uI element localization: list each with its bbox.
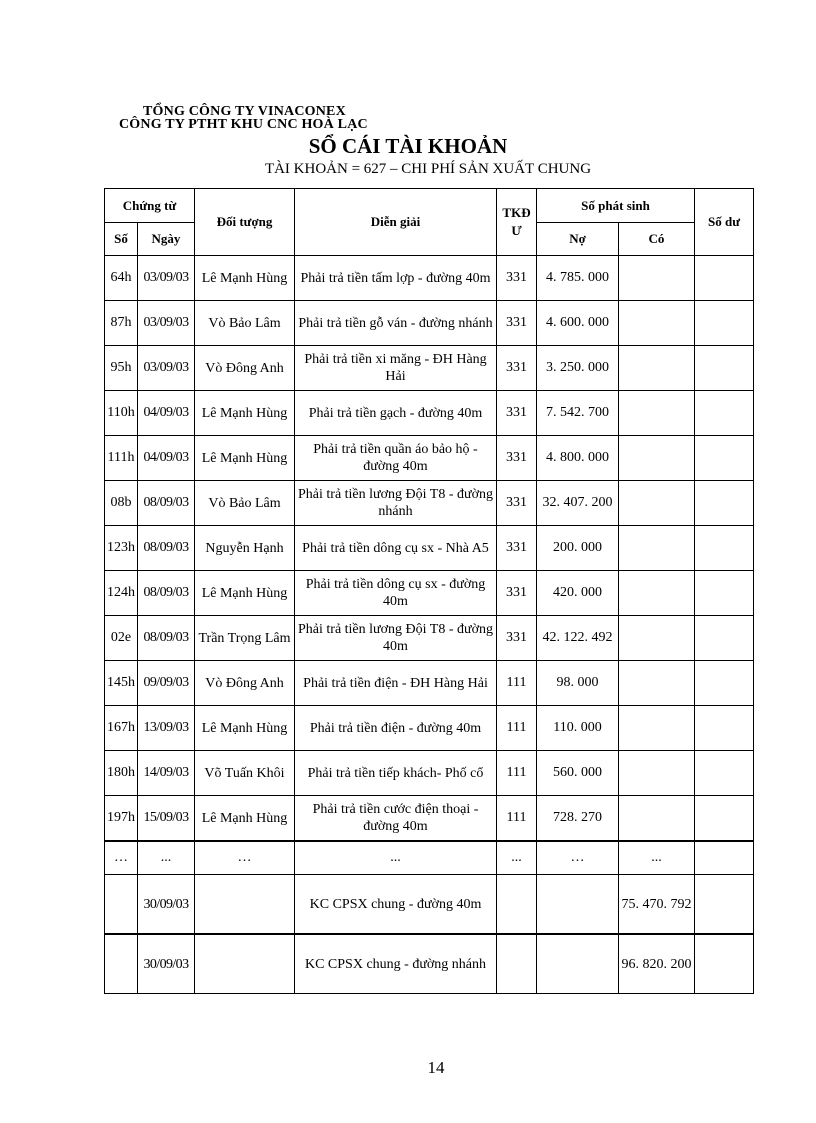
- cell-so: [105, 875, 138, 935]
- cell-doi-tuong: Lê Mạnh Hùng: [195, 436, 295, 481]
- cell-ngay: 08/09/03: [138, 526, 195, 571]
- header-tkdu: TKĐ Ư: [497, 189, 537, 256]
- cell-co: [619, 751, 695, 796]
- ellipsis-row: [105, 841, 754, 875]
- cell-co: [619, 526, 695, 571]
- table-row: [105, 571, 754, 616]
- ellipsis-cell: …: [105, 841, 138, 875]
- cell-no: 200. 000: [537, 526, 619, 571]
- cell-no: [537, 875, 619, 935]
- cell-no: 4. 800. 000: [537, 436, 619, 481]
- table-row: [105, 256, 754, 301]
- cell-doi-tuong: Lê Mạnh Hùng: [195, 391, 295, 436]
- header-no: Nợ: [537, 223, 619, 256]
- cell-so: 145h: [105, 661, 138, 706]
- ellipsis-cell: …: [195, 841, 295, 875]
- cell-so-du: [695, 301, 754, 346]
- cell-ngay: 03/09/03: [138, 256, 195, 301]
- cell-co: [619, 346, 695, 391]
- cell-ngay: 30/09/03: [138, 875, 195, 935]
- cell-so: 02e: [105, 616, 138, 661]
- cell-co: [619, 616, 695, 661]
- cell-dien-giai: Phải trả tiền quần áo bảo hộ - đường 40m: [295, 436, 497, 481]
- cell-so: 197h: [105, 796, 138, 842]
- cell-dien-giai: Phải trả tiền điện - đường 40m: [295, 706, 497, 751]
- cell-doi-tuong: Lê Mạnh Hùng: [195, 256, 295, 301]
- cell-no: 42. 122. 492: [537, 616, 619, 661]
- cell-dien-giai: Phải trả tiền điện - ĐH Hàng Hải: [295, 661, 497, 706]
- cell-no: 98. 000: [537, 661, 619, 706]
- ellipsis-cell: ...: [295, 841, 497, 875]
- cell-so: 123h: [105, 526, 138, 571]
- cell-dien-giai: KC CPSX chung - đường 40m: [295, 875, 497, 935]
- cell-no: [537, 934, 619, 994]
- cell-dien-giai: Phải trả tiền dông cụ sx - Nhà A5: [295, 526, 497, 571]
- cell-tkdu: 331: [497, 346, 537, 391]
- cell-dien-giai: KC CPSX chung - đường nhánh: [295, 934, 497, 994]
- total-row: [105, 875, 754, 935]
- table-row: [105, 796, 754, 842]
- cell-tkdu: [497, 875, 537, 935]
- cell-ngay: 13/09/03: [138, 706, 195, 751]
- cell-co: [619, 796, 695, 842]
- header-ngay: Ngày: [138, 223, 195, 256]
- cell-no: 3. 250. 000: [537, 346, 619, 391]
- table-row: [105, 616, 754, 661]
- cell-tkdu: 331: [497, 571, 537, 616]
- header-doi-tuong: Đối tượng: [195, 189, 295, 256]
- cell-tkdu: 111: [497, 751, 537, 796]
- ledger-table: [104, 188, 754, 994]
- company-name: CÔNG TY PTHT KHU CNC HOÀ LẠC: [119, 117, 368, 132]
- table-row: [105, 751, 754, 796]
- cell-dien-giai: Phải trả tiền cước điện thoại - đường 40m: [295, 796, 497, 842]
- cell-dien-giai: Phải trả tiền tiếp khách- Phố cổ: [295, 751, 497, 796]
- total-row: [105, 934, 754, 994]
- cell-no: 4. 600. 000: [537, 301, 619, 346]
- cell-co: [619, 391, 695, 436]
- cell-co: 75. 470. 792: [619, 875, 695, 935]
- table-row: [105, 391, 754, 436]
- cell-doi-tuong: Nguyễn Hạnh: [195, 526, 295, 571]
- cell-tkdu: 331: [497, 436, 537, 481]
- cell-tkdu: 111: [497, 661, 537, 706]
- header-chung-tu: Chứng từ: [105, 189, 195, 223]
- cell-so: 95h: [105, 346, 138, 391]
- cell-doi-tuong: Lê Mạnh Hùng: [195, 571, 295, 616]
- cell-so: 08b: [105, 481, 138, 526]
- ellipsis-cell: ...: [619, 841, 695, 875]
- cell-tkdu: 331: [497, 526, 537, 571]
- table-row: [105, 436, 754, 481]
- table-row: [105, 346, 754, 391]
- cell-so: 124h: [105, 571, 138, 616]
- cell-ngay: 30/09/03: [138, 934, 195, 994]
- cell-so-du: [695, 391, 754, 436]
- cell-tkdu: 111: [497, 796, 537, 842]
- cell-so-du: [695, 796, 754, 842]
- cell-tkdu: 331: [497, 256, 537, 301]
- cell-so: [105, 934, 138, 994]
- cell-ngay: 15/09/03: [138, 796, 195, 842]
- table-row: [105, 481, 754, 526]
- table-row: [105, 526, 754, 571]
- cell-so-du: [695, 841, 754, 875]
- cell-co: [619, 706, 695, 751]
- page-title: SỔ CÁI TÀI KHOẢN: [308, 134, 508, 158]
- cell-no: 7. 542. 700: [537, 391, 619, 436]
- ledger-body: [105, 256, 754, 994]
- table-row: [105, 661, 754, 706]
- page-number: 14: [427, 1058, 445, 1077]
- cell-no: 560. 000: [537, 751, 619, 796]
- cell-so: 87h: [105, 301, 138, 346]
- cell-co: [619, 481, 695, 526]
- cell-so-du: [695, 934, 754, 994]
- table-row: [105, 706, 754, 751]
- cell-doi-tuong: [195, 875, 295, 935]
- cell-tkdu: 111: [497, 706, 537, 751]
- cell-co: [619, 301, 695, 346]
- cell-so: 110h: [105, 391, 138, 436]
- cell-ngay: 04/09/03: [138, 391, 195, 436]
- cell-doi-tuong: Võ Tuấn Khôi: [195, 751, 295, 796]
- cell-doi-tuong: Lê Mạnh Hùng: [195, 706, 295, 751]
- ellipsis-cell: ...: [138, 841, 195, 875]
- cell-so-du: [695, 481, 754, 526]
- cell-so-du: [695, 436, 754, 481]
- page-subtitle: TÀI KHOẢN = 627 – CHI PHÍ SẢN XUẤT CHUNG: [264, 161, 592, 177]
- cell-no: 420. 000: [537, 571, 619, 616]
- cell-dien-giai: Phải trả tiền xi măng - ĐH Hàng Hải: [295, 346, 497, 391]
- cell-dien-giai: Phải trả tiền lương Đội T8 - đường nhánh: [295, 481, 497, 526]
- cell-ngay: 03/09/03: [138, 301, 195, 346]
- cell-tkdu: 331: [497, 616, 537, 661]
- cell-no: 110. 000: [537, 706, 619, 751]
- cell-doi-tuong: Vò Bảo Lâm: [195, 481, 295, 526]
- cell-ngay: 03/09/03: [138, 346, 195, 391]
- cell-tkdu: 331: [497, 301, 537, 346]
- header-so-du: Số dư: [695, 189, 754, 256]
- cell-ngay: 08/09/03: [138, 481, 195, 526]
- header-so-phat-sinh: Số phát sinh: [537, 189, 695, 223]
- cell-dien-giai: Phải trả tiền gạch - đường 40m: [295, 391, 497, 436]
- cell-co: [619, 571, 695, 616]
- ellipsis-cell: ...: [497, 841, 537, 875]
- cell-so-du: [695, 571, 754, 616]
- cell-no: 4. 785. 000: [537, 256, 619, 301]
- header-so: Số: [105, 223, 138, 256]
- ellipsis-cell: …: [537, 841, 619, 875]
- cell-dien-giai: Phải trả tiền dông cụ sx - đường 40m: [295, 571, 497, 616]
- cell-co: [619, 661, 695, 706]
- cell-tkdu: [497, 934, 537, 994]
- cell-doi-tuong: Vò Bảo Lâm: [195, 301, 295, 346]
- cell-dien-giai: Phải trả tiền tấm lợp - đường 40m: [295, 256, 497, 301]
- cell-ngay: 04/09/03: [138, 436, 195, 481]
- header-co: Có: [619, 223, 695, 256]
- company-parent-name: TỔNG CÔNG TY VINACONEX: [143, 104, 346, 119]
- cell-co: [619, 436, 695, 481]
- cell-co: 96. 820. 200: [619, 934, 695, 994]
- cell-doi-tuong: Vò Đông Anh: [195, 346, 295, 391]
- cell-doi-tuong: Vò Đông Anh: [195, 661, 295, 706]
- cell-so-du: [695, 616, 754, 661]
- cell-dien-giai: Phải trả tiền lương Đội T8 - đường 40m: [295, 616, 497, 661]
- cell-tkdu: 331: [497, 391, 537, 436]
- cell-doi-tuong: [195, 934, 295, 994]
- table-row: [105, 301, 754, 346]
- cell-so: 111h: [105, 436, 138, 481]
- cell-ngay: 08/09/03: [138, 616, 195, 661]
- cell-so-du: [695, 526, 754, 571]
- cell-so-du: [695, 875, 754, 935]
- cell-tkdu: 331: [497, 481, 537, 526]
- cell-so-du: [695, 661, 754, 706]
- cell-co: [619, 256, 695, 301]
- cell-no: 32. 407. 200: [537, 481, 619, 526]
- cell-so: 180h: [105, 751, 138, 796]
- cell-so: 64h: [105, 256, 138, 301]
- cell-ngay: 08/09/03: [138, 571, 195, 616]
- cell-so-du: [695, 346, 754, 391]
- cell-dien-giai: Phải trả tiền gỗ ván - đường nhánh: [295, 301, 497, 346]
- cell-so: 167h: [105, 706, 138, 751]
- cell-ngay: 14/09/03: [138, 751, 195, 796]
- cell-doi-tuong: Lê Mạnh Hùng: [195, 796, 295, 842]
- header-dien-giai: Diễn giải: [295, 189, 497, 256]
- cell-no: 728. 270: [537, 796, 619, 842]
- cell-ngay: 09/09/03: [138, 661, 195, 706]
- cell-so-du: [695, 256, 754, 301]
- cell-so-du: [695, 751, 754, 796]
- cell-so-du: [695, 706, 754, 751]
- cell-doi-tuong: Trần Trọng Lâm: [195, 616, 295, 661]
